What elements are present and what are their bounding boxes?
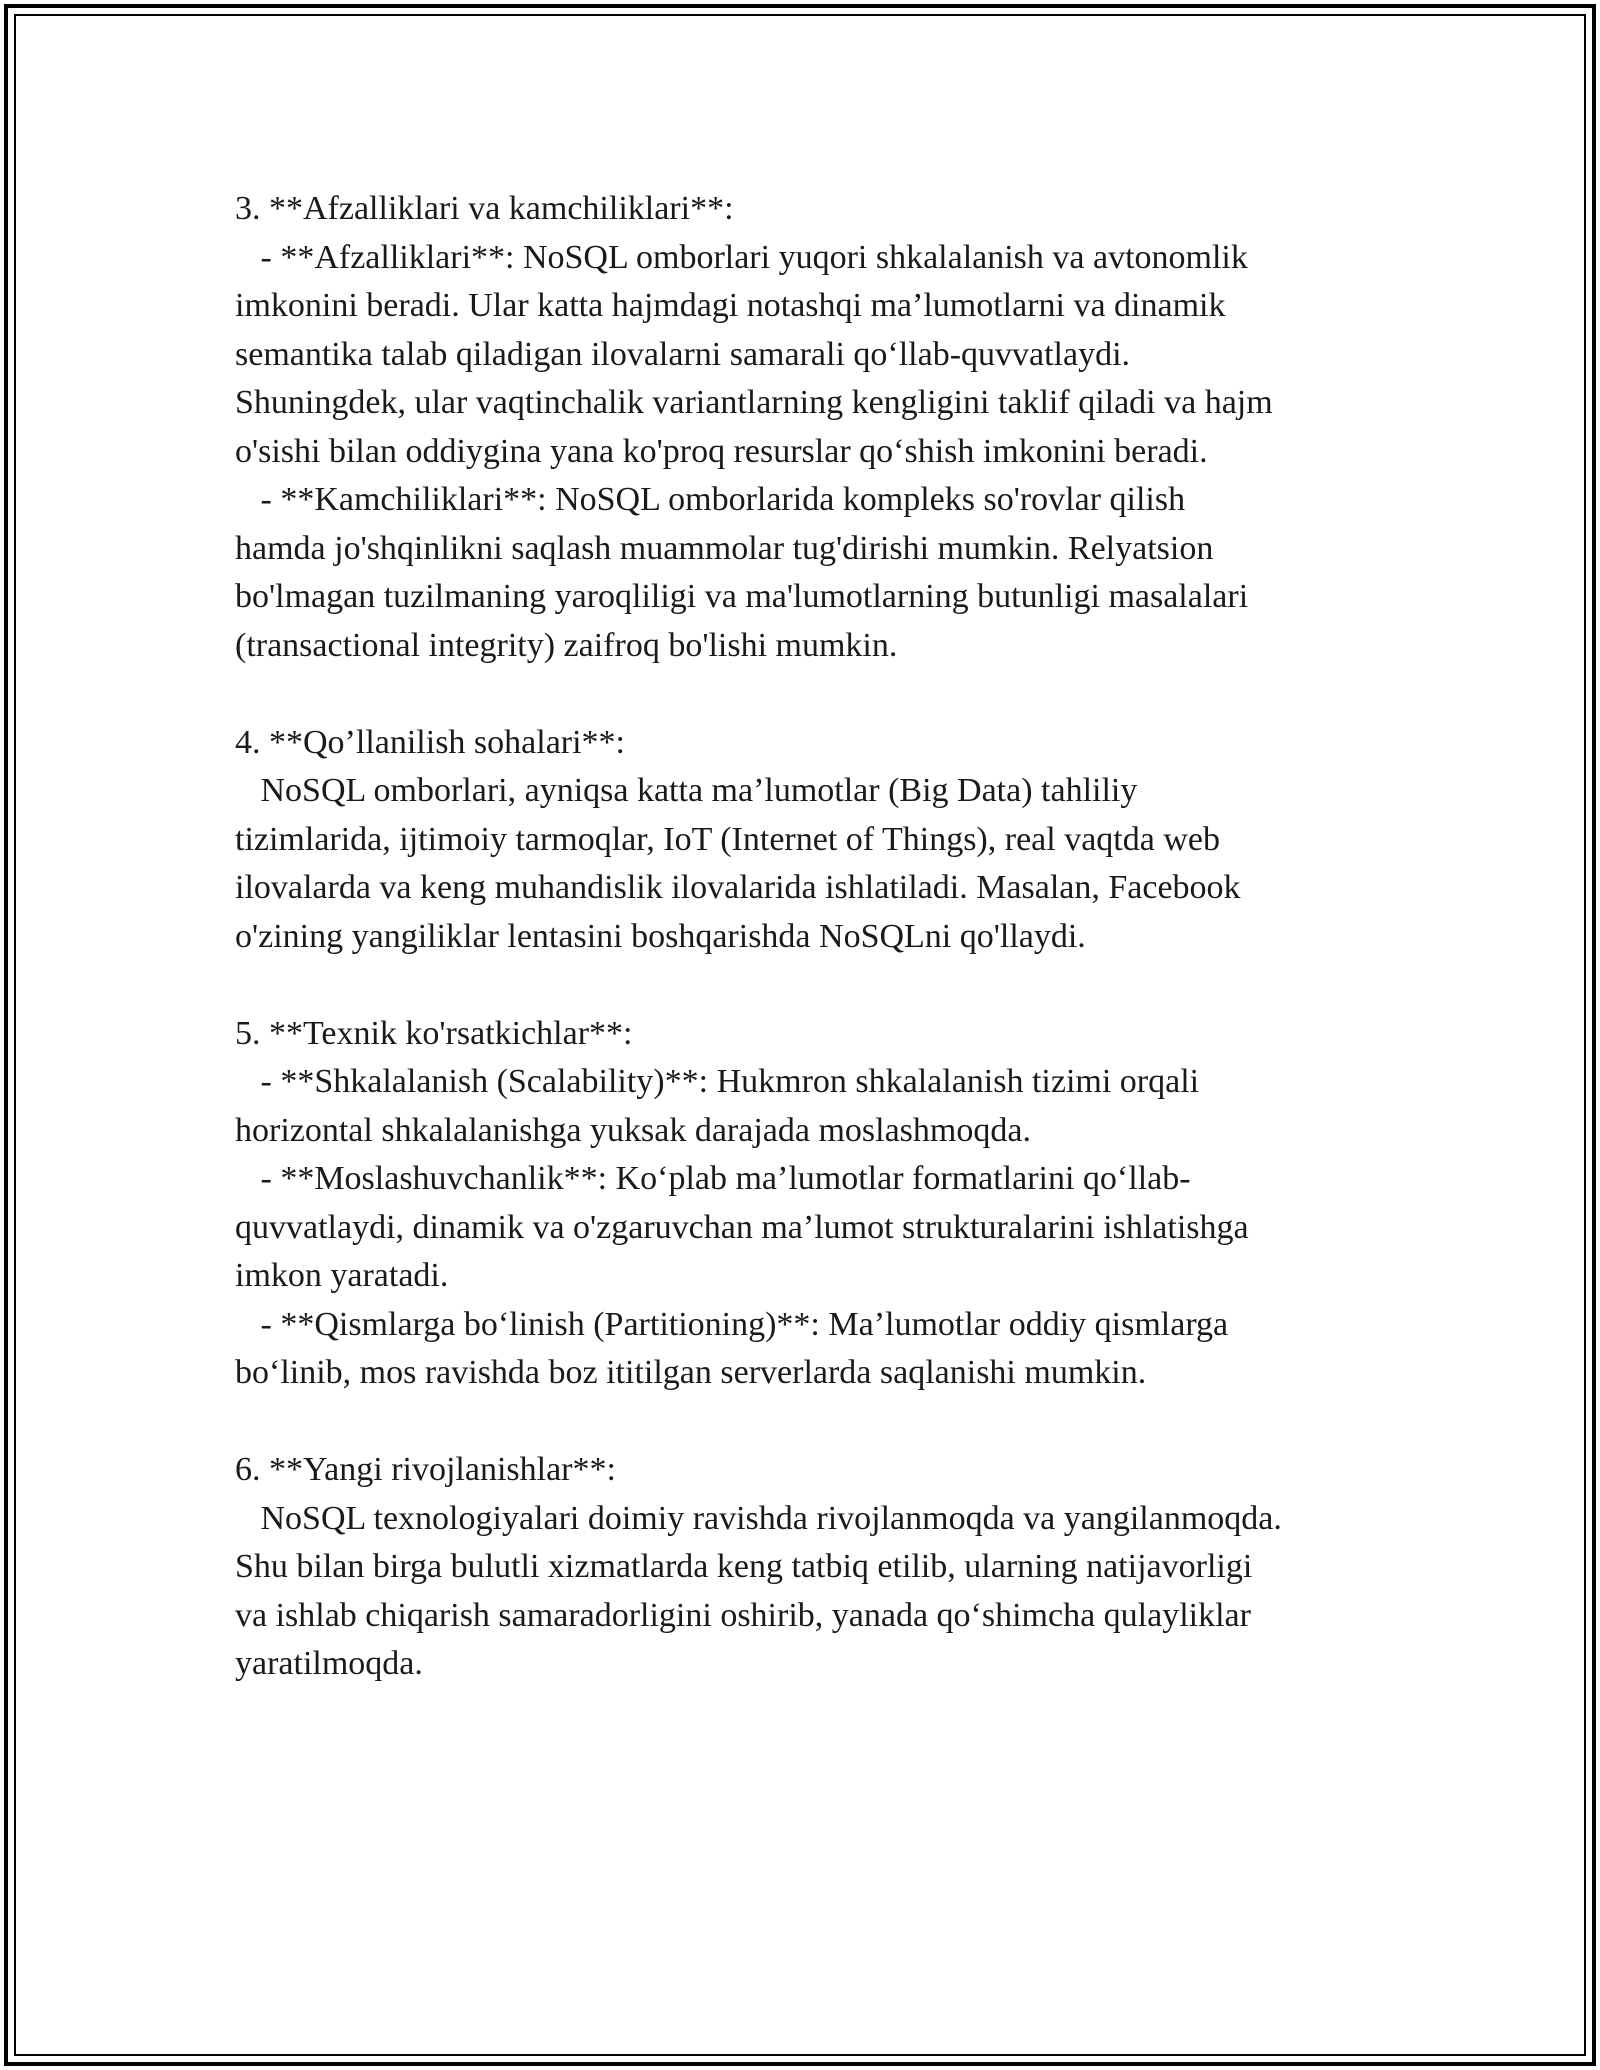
- paragraph-gap: [235, 1398, 1385, 1447]
- text-line: - **Afzalliklari**: NoSQL omborlari yuqori shkalalanish va avtonomlik: [235, 238, 1248, 276]
- paragraph-gap: [235, 961, 1385, 1010]
- section-qollanilish: [235, 719, 1385, 962]
- text-line: (transactional integrity) zaifroq bo'lishi mumkin.: [235, 626, 898, 664]
- section-heading: 5. **Texnik ko'rsatkichlar**:: [235, 1014, 633, 1052]
- text-line: bo'lmagan tuzilmaning yaroqliligi va ma'lumotlarning butunligi masalalari: [235, 578, 1249, 615]
- section-heading: 4. **Qo’llanilish sohalari**:: [235, 723, 626, 761]
- text-line: o'sishi bilan oddiygina yana ko'proq resurslar qo‘shish imkonini beradi.: [235, 432, 1208, 470]
- text-line: NoSQL texnologiyalari doimiy ravishda rivojlanmoqda va yangilanmoqda.: [235, 1499, 1282, 1537]
- text-line: tizimlarida, ijtimoiy tarmoqlar, IoT (Internet of Things), real vaqtda web: [235, 820, 1220, 858]
- text-line: - **Qismlarga bo‘linish (Partitioning)**: Ma’lumotlar oddiy qismlarga: [235, 1305, 1229, 1343]
- text-line: Shu bilan birga bulutli xizmatlarda keng tatbiq etilib, ularning natijavorligi: [235, 1548, 1253, 1585]
- text-line: hamda jo'shqinlikni saqlash muammolar tug'dirishi mumkin. Relyatsion: [235, 529, 1214, 567]
- text-line: imkonini beradi. Ular katta hajmdagi notashqi ma’lumotlarni va dinamik: [235, 287, 1226, 324]
- text-line: - **Moslashuvchanlik**: Ko‘plab ma’lumotlar formatlarini qo‘llab-: [235, 1160, 1191, 1197]
- text-line: semantika talab qiladigan ilovalarni samarali qo‘llab-quvvatlaydi.: [235, 335, 1131, 373]
- text-line: yaratilmoqda.: [235, 1645, 423, 1682]
- paragraph-gap: [235, 670, 1385, 719]
- text-line: - **Kamchiliklari**: NoSQL omborlarida kompleks so'rovlar qilish: [235, 481, 1186, 518]
- section-texnik: [235, 1010, 1385, 1398]
- section-afzalliklari: [235, 185, 1385, 670]
- section-heading: 6. **Yangi rivojlanishlar**:: [235, 1451, 616, 1488]
- text-line: imkon yaratadi.: [235, 1257, 449, 1294]
- text-line: NoSQL omborlari, ayniqsa katta ma’lumotlar (Big Data) tahliliy: [235, 772, 1138, 809]
- text-line: ilovalarda va keng muhandislik ilovalarida ishlatiladi. Masalan, Facebook: [235, 869, 1241, 906]
- document-body: [235, 185, 1385, 1689]
- text-line: va ishlab chiqarish samaradorligini oshirib, yanada qo‘shimcha qulayliklar: [235, 1596, 1251, 1634]
- text-line: - **Shkalalanish (Scalability)**: Hukmron shkalalanish tizimi orqali: [235, 1063, 1200, 1100]
- text-line: bo‘linib, mos ravishda boz ititilgan serverlarda saqlanishi mumkin.: [235, 1354, 1147, 1391]
- section-rivojlanishlar: [235, 1446, 1385, 1689]
- section-heading: 3. **Afzalliklari va kamchiliklari**:: [235, 190, 734, 227]
- text-line: o'zining yangiliklar lentasini boshqarishda NoSQLni qo'llaydi.: [235, 917, 1086, 955]
- text-line: horizontal shkalalanishga yuksak darajada moslashmoqda.: [235, 1111, 1031, 1149]
- text-line: quvvatlaydi, dinamik va o'zgaruvchan ma’lumot strukturalarini ishlatishga: [235, 1208, 1249, 1246]
- text-line: Shuningdek, ular vaqtinchalik variantlarning kengligini taklif qiladi va hajm: [235, 384, 1273, 421]
